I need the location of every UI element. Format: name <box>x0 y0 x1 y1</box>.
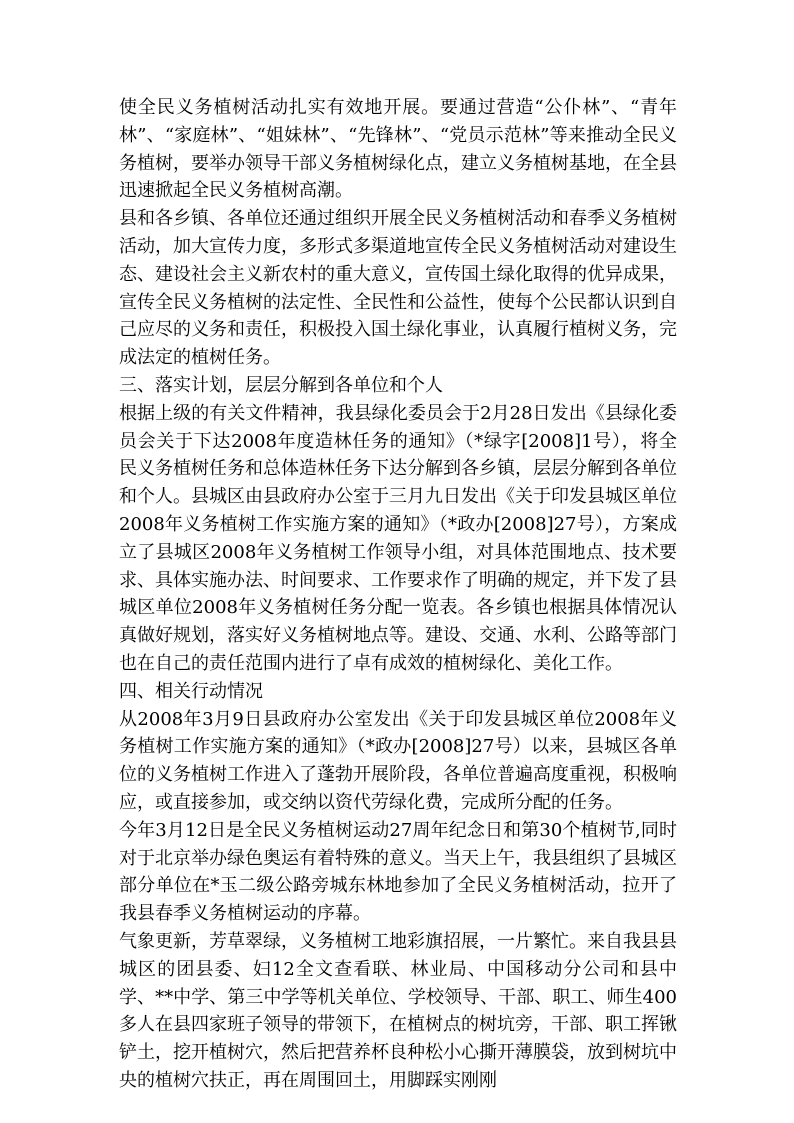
paragraph-5: 今年3月12日是全民义务植树运动27周年纪念日和第30个植树节,同时对于北京举办绿色奥运有着特殊的意义。当天上午，我县组织了县城区部分单位在*玉二级公路旁城东林地参加了全民义务植树活动，拉开了我县春季义务植树运动的序幕。 <box>119 819 677 925</box>
section-heading-4: 四、相关行动情况 <box>119 680 263 702</box>
paragraph-6: 气象更新，芳草翠绿，义务植树工地彩旗招展，一片繁忙。来自我县县城区的团县委、妇12全文查看联、林业局、中国移动分公司和县中学、**中学、第三中学等机关单位、学校领导、干部、职工、师生400多人在县四家班子领导的带领下，在植树点的树坑旁，干部、职工挥锹铲土，挖开植树穴，然后把营养杯良种松小心撕开薄膜袋，放到树坑中央的植树穴扶正，再在周围回土，用脚踩实刚刚 <box>119 930 677 1091</box>
paragraph-1: 使全民义务植树活动扎实有效地开展。要通过营造“公仆林”、“青年林”、“家庭林”、“姐妹林”、“先锋林”、“党员示范林”等来推动全民义务植树，要举办领导干部义务植树绿化点，建立义务植树基地，在全县迅速掀起全民义务植树高潮。 <box>119 97 677 202</box>
section-heading-3: 三、落实计划，层层分解到各单位和个人 <box>119 374 443 396</box>
document-body <box>119 94 677 1095</box>
paragraph-3: 根据上级的有关文件精神，我县绿化委员会于2月28日发出《县绿化委员会关于下达2008年度造林任务的通知》（*绿字[2008]1号），将全民义务植树任务和总体造林任务下达分解到各乡镇，层层分解到各单位和个人。县城区由县政府办公室于三月九日发出《关于印发县城区单位2008年义务植树工作实施方案的通知》（*政办[2008]27号），方案成立了县城区2008年义务植树工作领导小组，对具体范围地点、技术要求、具体实施办法、时间要求、工作要求作了明确的规定，并下发了县城区单位2008年义务植树任务分配一览表。各乡镇也根据具体情况认真做好规划，落实好义务植树地点等。建设、交通、水利、公路等部门也在自己的责任范围内进行了卓有成效的植树绿化、美化工作。 <box>119 402 677 674</box>
paragraph-2: 县和各乡镇、各单位还通过组织开展全民义务植树活动和春季义务植树活动，加大宣传力度，多形式多渠道地宣传全民义务植树活动对建设生态、建设社会主义新农村的重大意义，宣传国土绿化取得的优异成果，宣传全民义务植树的法定性、全民性和公益性，使每个公民都认识到自己应尽的义务和责任，积极投入国土绿化事业，认真履行植树义务，完成法定的植树任务。 <box>119 208 677 369</box>
paragraph-4: 从2008年3月9日县政府办公室发出《关于印发县城区单位2008年义务植树工作实施方案的通知》（*政办[2008]27号）以来，县城区各单位的义务植树工作进入了蓬勃开展阶段，各单位普遍高度重视，积极响应，或直接参加，或交纳以资代劳绿化费，完成所分配的任务。 <box>119 708 677 813</box>
